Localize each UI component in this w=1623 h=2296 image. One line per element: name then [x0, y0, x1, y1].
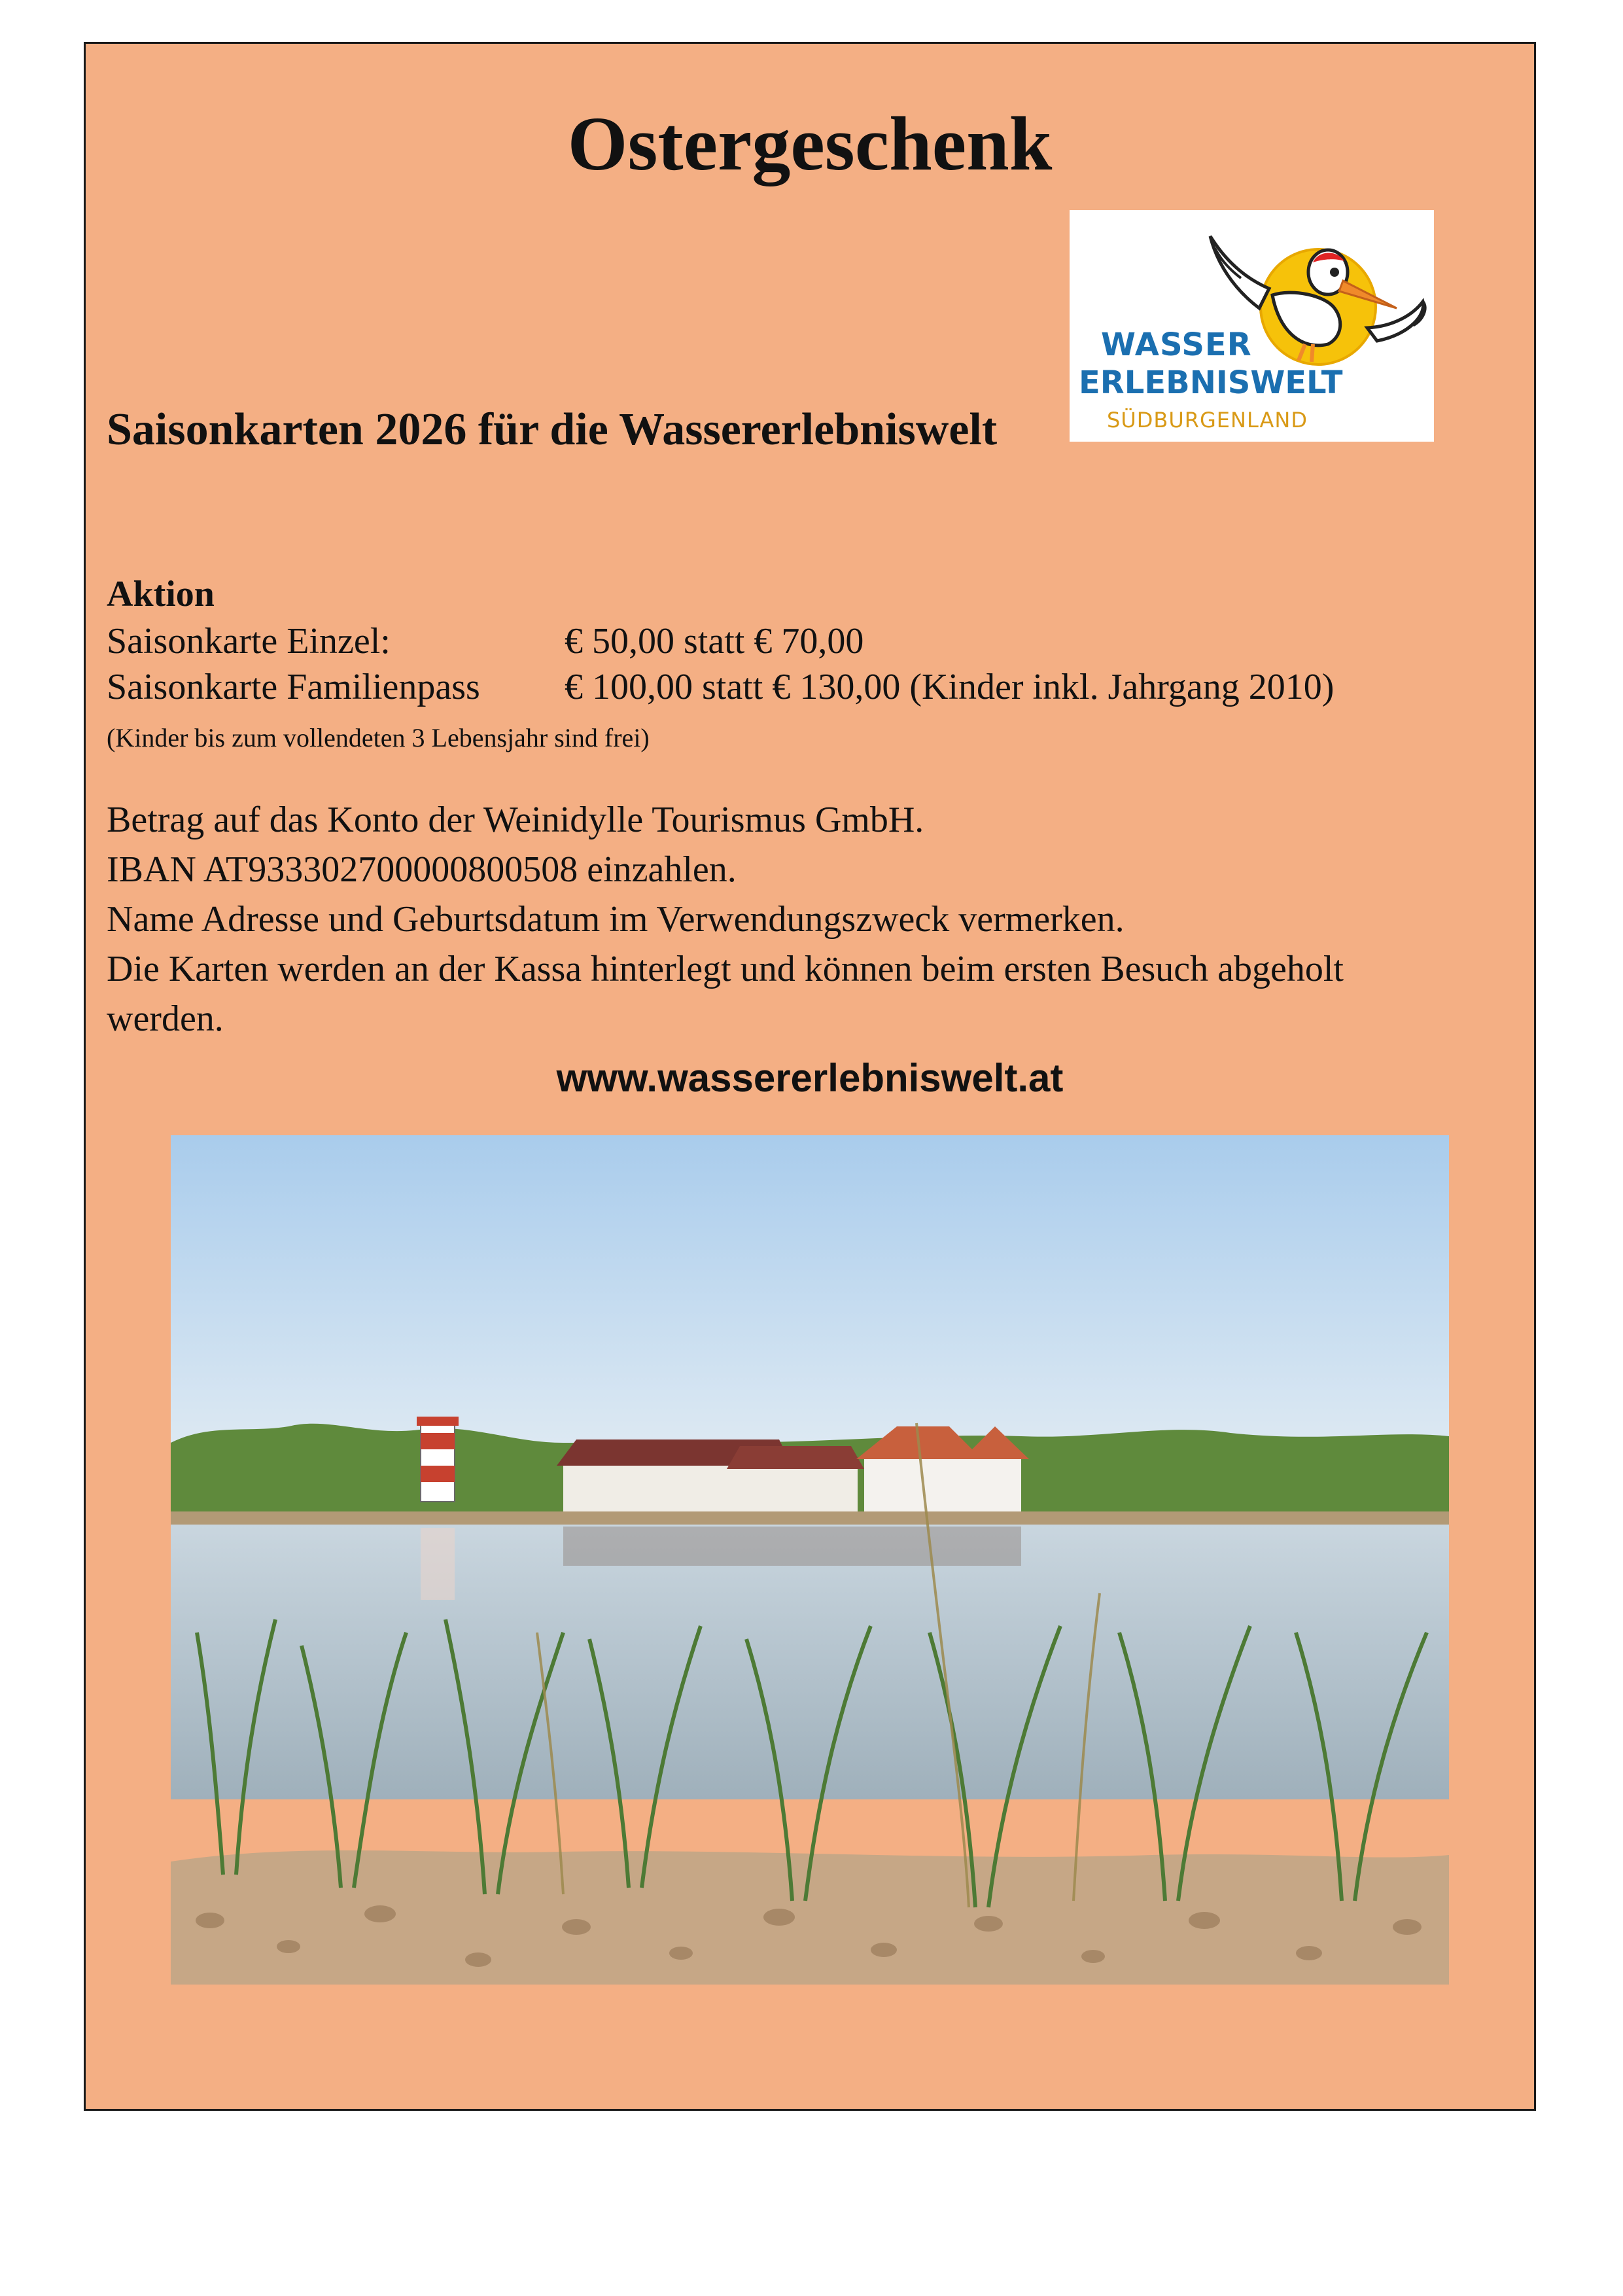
website-link[interactable]: www.wassererlebniswelt.at	[556, 1056, 1064, 1100]
payment-line: werden.	[107, 998, 224, 1039]
wassererlebniswelt-logo	[1070, 210, 1434, 442]
offer-price: € 100,00 statt € 130,00 (Kinder inkl. Jahrgang 2010)	[565, 667, 1335, 707]
payment-line: Die Karten werden an der Kassa hinterlegt und können beim ersten Besuch abgeholt	[107, 949, 1344, 989]
subtitle: Saisonkarten 2026 für die Wassererlebniswelt	[107, 404, 998, 455]
offer-price: € 50,00 statt € 70,00	[565, 621, 864, 662]
payment-line: Betrag auf das Konto der Weinidylle Tourismus GmbH.	[107, 800, 924, 840]
logo-line-2: ERLEBNISWELT	[1079, 364, 1343, 401]
offer-name: Saisonkarte Familienpass	[107, 667, 480, 707]
page-title: Ostergeschenk	[567, 101, 1053, 186]
logo-line-1: WASSER	[1101, 327, 1252, 363]
stork-sun-icon	[1070, 210, 1434, 442]
flyer-panel	[84, 42, 1536, 2111]
offer-note: (Kinder bis zum vollendeten 3 Lebensjahr sind frei)	[107, 723, 650, 752]
payment-line: IBAN AT933302700000800508 einzahlen.	[107, 849, 737, 890]
lake-photo	[171, 1135, 1449, 1985]
offer-name: Saisonkarte Einzel:	[107, 621, 391, 662]
offer-row-einzel	[107, 620, 864, 663]
logo-line-3: SÜDBURGENLAND	[1107, 408, 1308, 433]
offer-label: Aktion	[107, 574, 215, 614]
offer-row-familienpass	[107, 665, 1335, 709]
payment-instructions	[107, 795, 1513, 1044]
payment-line: Name Adresse und Geburtsdatum im Verwendungszweck vermerken.	[107, 899, 1125, 940]
